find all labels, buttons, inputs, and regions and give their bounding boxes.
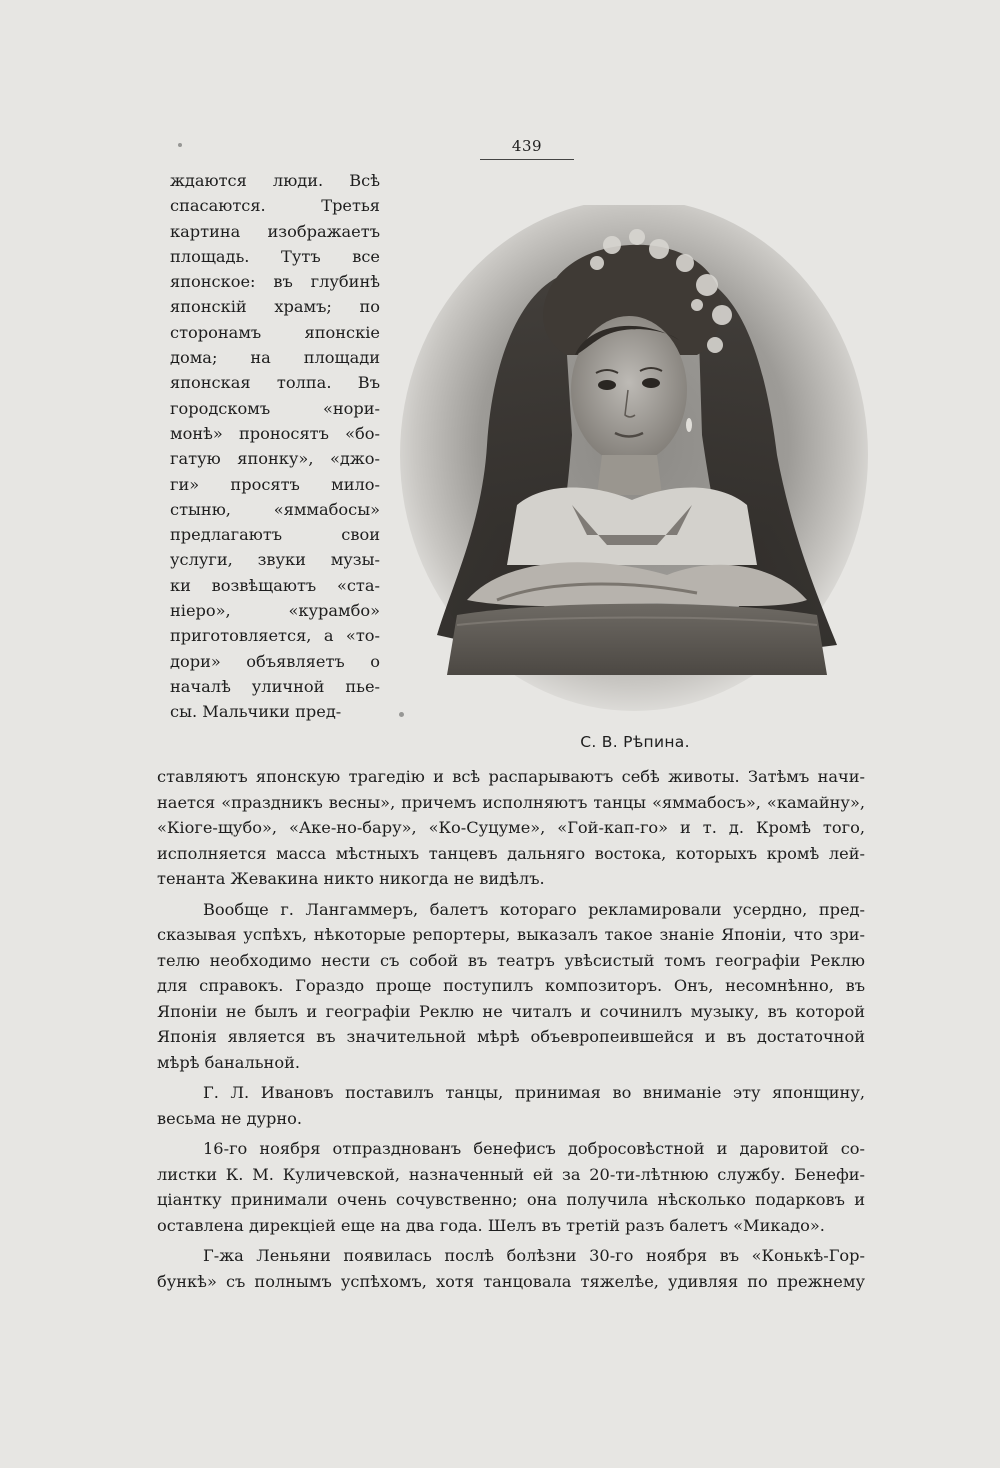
- narrow-column-line: картина изображаетъ: [170, 221, 380, 241]
- narrow-column-line: спасаются. Третья: [170, 196, 380, 216]
- body-text-line: сказывая успѣхъ, нѣкоторые репортеры, выказалъ такое знаніе Японіи, что зри-: [157, 925, 865, 944]
- body-text-line: тенанта Жевакина никто никогда не видѣлъ.: [157, 869, 545, 888]
- body-text-line: нается «праздникъ весны», причемъ исполняютъ танцы «яммабосъ», «камайну»,: [157, 792, 865, 812]
- portrait-engraving: [397, 205, 871, 717]
- body-text-line: Г. Л. Ивановъ поставилъ танцы, принимая во вниманіе эту японщину,: [203, 1083, 865, 1102]
- narrow-column-line: сторонамъ японскіе: [170, 322, 380, 342]
- narrow-column-line: ждаются люди. Всѣ: [170, 171, 380, 190]
- narrow-column-line: дори» объявляетъ о: [170, 651, 380, 671]
- narrow-column-line: ніеро», «курамбо»: [170, 601, 380, 621]
- print-speck: [399, 712, 404, 717]
- narrow-column-line: городскомъ «нори-: [170, 398, 380, 418]
- body-text-line: Японіи не былъ и географіи Реклю не читалъ и сочинилъ музыку, въ которой: [157, 1001, 865, 1021]
- body-text-line: оставлена дирекціей еще на два года. Шелъ въ третій разъ балетъ «Микадо».: [157, 1215, 825, 1235]
- body-text-line: ставляютъ японскую трагедію и всѣ распарываютъ себѣ животы. Затѣмъ начи-: [157, 767, 865, 786]
- narrow-column-line: дома; на площади: [170, 348, 380, 368]
- narrow-column-line: началѣ уличной пье-: [170, 676, 380, 696]
- body-text-line: Г-жа Леньяни появилась послѣ болѣзни 30-го ноября въ «Конькѣ-Гор-: [203, 1246, 865, 1265]
- body-text-line: для справокъ. Гораздо проще поступилъ композиторъ. Онъ, несомнѣнно, въ: [157, 976, 865, 995]
- narrow-column-line: стыню, «яммабосы»: [170, 499, 380, 519]
- narrow-column-line: японскій храмъ; по: [170, 297, 380, 317]
- portrait-caption: С. В. Рѣпина.: [580, 733, 690, 751]
- narrow-column-line: предлагаютъ свои: [170, 525, 380, 545]
- body-text-line: Вообще г. Лангаммеръ, балетъ котораго рекламировали усердно, пред-: [203, 899, 865, 919]
- narrow-column-line: сы. Мальчики пред-: [170, 702, 342, 722]
- body-text-line: Японія является въ значительной мѣрѣ объевропеившейся и въ достаточной: [157, 1027, 865, 1046]
- main-body-text: [157, 764, 865, 1294]
- narrow-column-line: гатую японку», «джо-: [170, 449, 380, 469]
- narrow-column-line: монѣ» проносятъ «бо-: [170, 423, 380, 443]
- narrow-column-line: площадь. Тутъ все: [170, 246, 380, 266]
- body-text-line: ціантку принимали очень сочувственно; она получила нѣсколько подарковъ и: [157, 1190, 865, 1209]
- narrow-column-line: японское: въ глубинѣ: [170, 272, 380, 292]
- body-text-line: весьма не дурно.: [157, 1108, 303, 1128]
- narrow-column-line: японская толпа. Въ: [170, 373, 380, 393]
- narrow-column-line: ги» просятъ мило-: [170, 474, 380, 494]
- body-text-line: бункѣ» съ полнымъ успѣхомъ, хотя танцовала тяжелѣе, удивляя по прежнему: [157, 1271, 865, 1291]
- narrow-column-line: приготовляется, а «то-: [170, 626, 380, 646]
- body-text-line: «Кіоге-щубо», «Аке-но-бару», «Ко-Суцуме», «Гой-кап-го» и т. д. Кромѣ того,: [157, 818, 865, 837]
- narrow-column-line: услуги, звуки музы-: [170, 550, 380, 570]
- narrow-column-line: ки возвѣщаютъ «ста-: [170, 575, 380, 595]
- narrow-text-column: [170, 168, 380, 725]
- body-text-line: мѣрѣ банальной.: [157, 1052, 301, 1072]
- portrait-image: [397, 205, 871, 717]
- print-speck: [178, 143, 182, 147]
- body-text-line: листки К. М. Куличевской, назначенный ей за 20-ти-лѣтнюю службу. Бенефи-: [157, 1164, 865, 1184]
- page-number: 439: [480, 137, 574, 160]
- body-text-line: телю необходимо нести съ собой въ театръ увѣсистый томъ географіи Реклю: [157, 950, 865, 970]
- body-text-line: 16-го ноября отпразднованъ бенефисъ добросовѣстной и даровитой со-: [203, 1139, 865, 1158]
- body-text-line: исполняется масса мѣстныхъ танцевъ дальняго востока, которыхъ кромѣ лей-: [157, 843, 865, 863]
